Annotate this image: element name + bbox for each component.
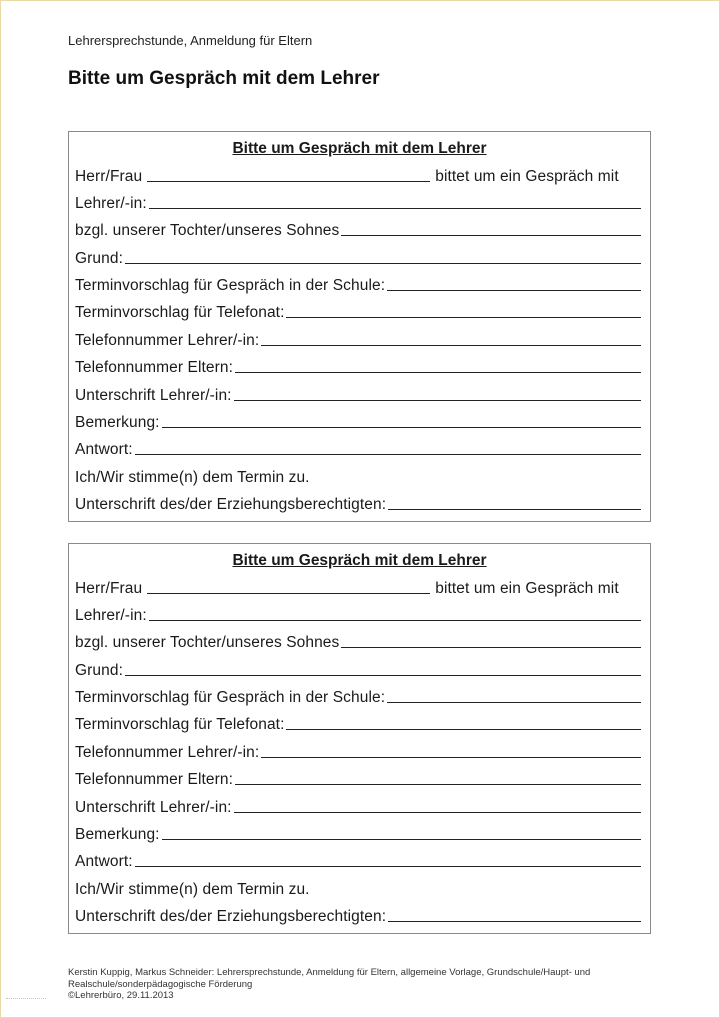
unterschrift-lehrer-field-line[interactable] — [234, 399, 641, 401]
termin-telefon-field-line[interactable] — [286, 316, 641, 318]
tel-eltern-field-line[interactable] — [235, 783, 641, 785]
row-herr-frau — [75, 576, 641, 598]
termin-schule-label: Terminvorschlag für Gespräch in der Schule: — [75, 689, 386, 706]
row-lehrer — [75, 603, 641, 625]
tel-lehrer-label: Telefonnummer Lehrer/-in: — [75, 332, 260, 349]
row-unterschrift-lehrer — [75, 383, 641, 405]
grund-field-line[interactable] — [125, 262, 641, 264]
antwort-label: Antwort: — [75, 441, 133, 458]
zustimmung-text: Ich/Wir stimme(n) dem Termin zu. — [75, 881, 310, 898]
row-antwort — [75, 849, 641, 871]
page-corner-mark — [6, 998, 46, 1002]
lehrer-label: Lehrer/-in: — [75, 607, 147, 624]
footer-scope: Realschule/sonderpädagogische Förderung — [68, 978, 253, 990]
child-field-line[interactable] — [341, 646, 641, 648]
tel-lehrer-field-line[interactable] — [261, 756, 641, 758]
bittet-text: bittet um ein Gespräch mit — [435, 580, 619, 597]
bemerkung-field-line[interactable] — [162, 838, 641, 840]
antwort-field-line[interactable] — [135, 865, 641, 867]
row-termin-telefon — [75, 300, 641, 322]
row-termin-telefon — [75, 712, 641, 734]
unterschrift-lehrer-label: Unterschrift Lehrer/-in: — [75, 799, 232, 816]
lehrer-field-line[interactable] — [149, 619, 641, 621]
tel-eltern-label: Telefonnummer Eltern: — [75, 359, 234, 376]
grund-label: Grund: — [75, 250, 123, 267]
tel-eltern-label: Telefonnummer Eltern: — [75, 771, 234, 788]
row-zustimmung — [75, 465, 641, 487]
termin-telefon-label: Terminvorschlag für Telefonat: — [75, 716, 285, 733]
row-zustimmung — [75, 877, 641, 899]
bemerkung-field-line[interactable] — [162, 426, 641, 428]
bzgl-label: bzgl. unserer Tochter/unseres Sohnes — [75, 222, 340, 239]
row-tel-lehrer — [75, 328, 641, 350]
unterschrift-eltern-field-line[interactable] — [388, 920, 641, 922]
name-field-line[interactable] — [147, 180, 430, 182]
row-herr-frau — [75, 164, 641, 186]
termin-schule-field-line[interactable] — [387, 289, 641, 291]
row-tel-lehrer — [75, 740, 641, 762]
row-bemerkung — [75, 410, 641, 432]
termin-schule-field-line[interactable] — [387, 701, 641, 703]
row-bzgl — [75, 630, 641, 652]
herr-frau-label: Herr/Frau — [75, 168, 143, 185]
name-field-line[interactable] — [147, 592, 430, 594]
antwort-label: Antwort: — [75, 853, 133, 870]
tel-lehrer-label: Telefonnummer Lehrer/-in: — [75, 744, 260, 761]
row-unterschrift-lehrer — [75, 795, 641, 817]
row-tel-eltern — [75, 767, 641, 789]
lehrer-field-line[interactable] — [149, 207, 641, 209]
unterschrift-lehrer-label: Unterschrift Lehrer/-in: — [75, 387, 232, 404]
request-form-1 — [68, 131, 651, 522]
document-header: Lehrersprechstunde, Anmeldung für Eltern — [68, 33, 313, 48]
grund-label: Grund: — [75, 662, 123, 679]
bzgl-label: bzgl. unserer Tochter/unseres Sohnes — [75, 634, 340, 651]
termin-telefon-label: Terminvorschlag für Telefonat: — [75, 304, 285, 321]
row-termin-schule — [75, 685, 641, 707]
row-termin-schule — [75, 273, 641, 295]
row-tel-eltern — [75, 355, 641, 377]
form-title: Bitte um Gespräch mit dem Lehrer — [232, 140, 487, 157]
unterschrift-eltern-field-line[interactable] — [388, 508, 641, 510]
bittet-text: bittet um ein Gespräch mit — [435, 168, 619, 185]
row-bzgl — [75, 218, 641, 240]
footer-copyright: ©Lehrerbüro, 29.11.2013 — [68, 990, 174, 1001]
page-title: Bitte um Gespräch mit dem Lehrer — [68, 68, 380, 89]
termin-schule-label: Terminvorschlag für Gespräch in der Schule: — [75, 277, 386, 294]
footer-authors: Kerstin Kuppig, Markus Schneider: Lehrersprechstunde, Anmeldung für Eltern, allgemeine Vorlage, Grundschule/Haupt- und — [68, 967, 591, 978]
zustimmung-text: Ich/Wir stimme(n) dem Termin zu. — [75, 469, 310, 486]
row-grund — [75, 246, 641, 268]
row-bemerkung — [75, 822, 641, 844]
tel-eltern-field-line[interactable] — [235, 371, 641, 373]
row-unterschrift-eltern — [75, 492, 641, 514]
unterschrift-lehrer-field-line[interactable] — [234, 811, 641, 813]
unterschrift-eltern-label: Unterschrift des/der Erziehungsberechtigten: — [75, 908, 387, 925]
unterschrift-eltern-label: Unterschrift des/der Erziehungsberechtigten: — [75, 496, 387, 513]
row-lehrer — [75, 191, 641, 213]
row-grund — [75, 658, 641, 680]
bemerkung-label: Bemerkung: — [75, 414, 160, 431]
tel-lehrer-field-line[interactable] — [261, 344, 641, 346]
termin-telefon-field-line[interactable] — [286, 728, 641, 730]
child-field-line[interactable] — [341, 234, 641, 236]
form-title: Bitte um Gespräch mit dem Lehrer — [232, 552, 487, 569]
antwort-field-line[interactable] — [135, 453, 641, 455]
row-unterschrift-eltern — [75, 904, 641, 926]
request-form-2 — [68, 543, 651, 934]
document-footer — [68, 967, 628, 1002]
bemerkung-label: Bemerkung: — [75, 826, 160, 843]
lehrer-label: Lehrer/-in: — [75, 195, 147, 212]
herr-frau-label: Herr/Frau — [75, 580, 143, 597]
grund-field-line[interactable] — [125, 674, 641, 676]
row-antwort — [75, 437, 641, 459]
